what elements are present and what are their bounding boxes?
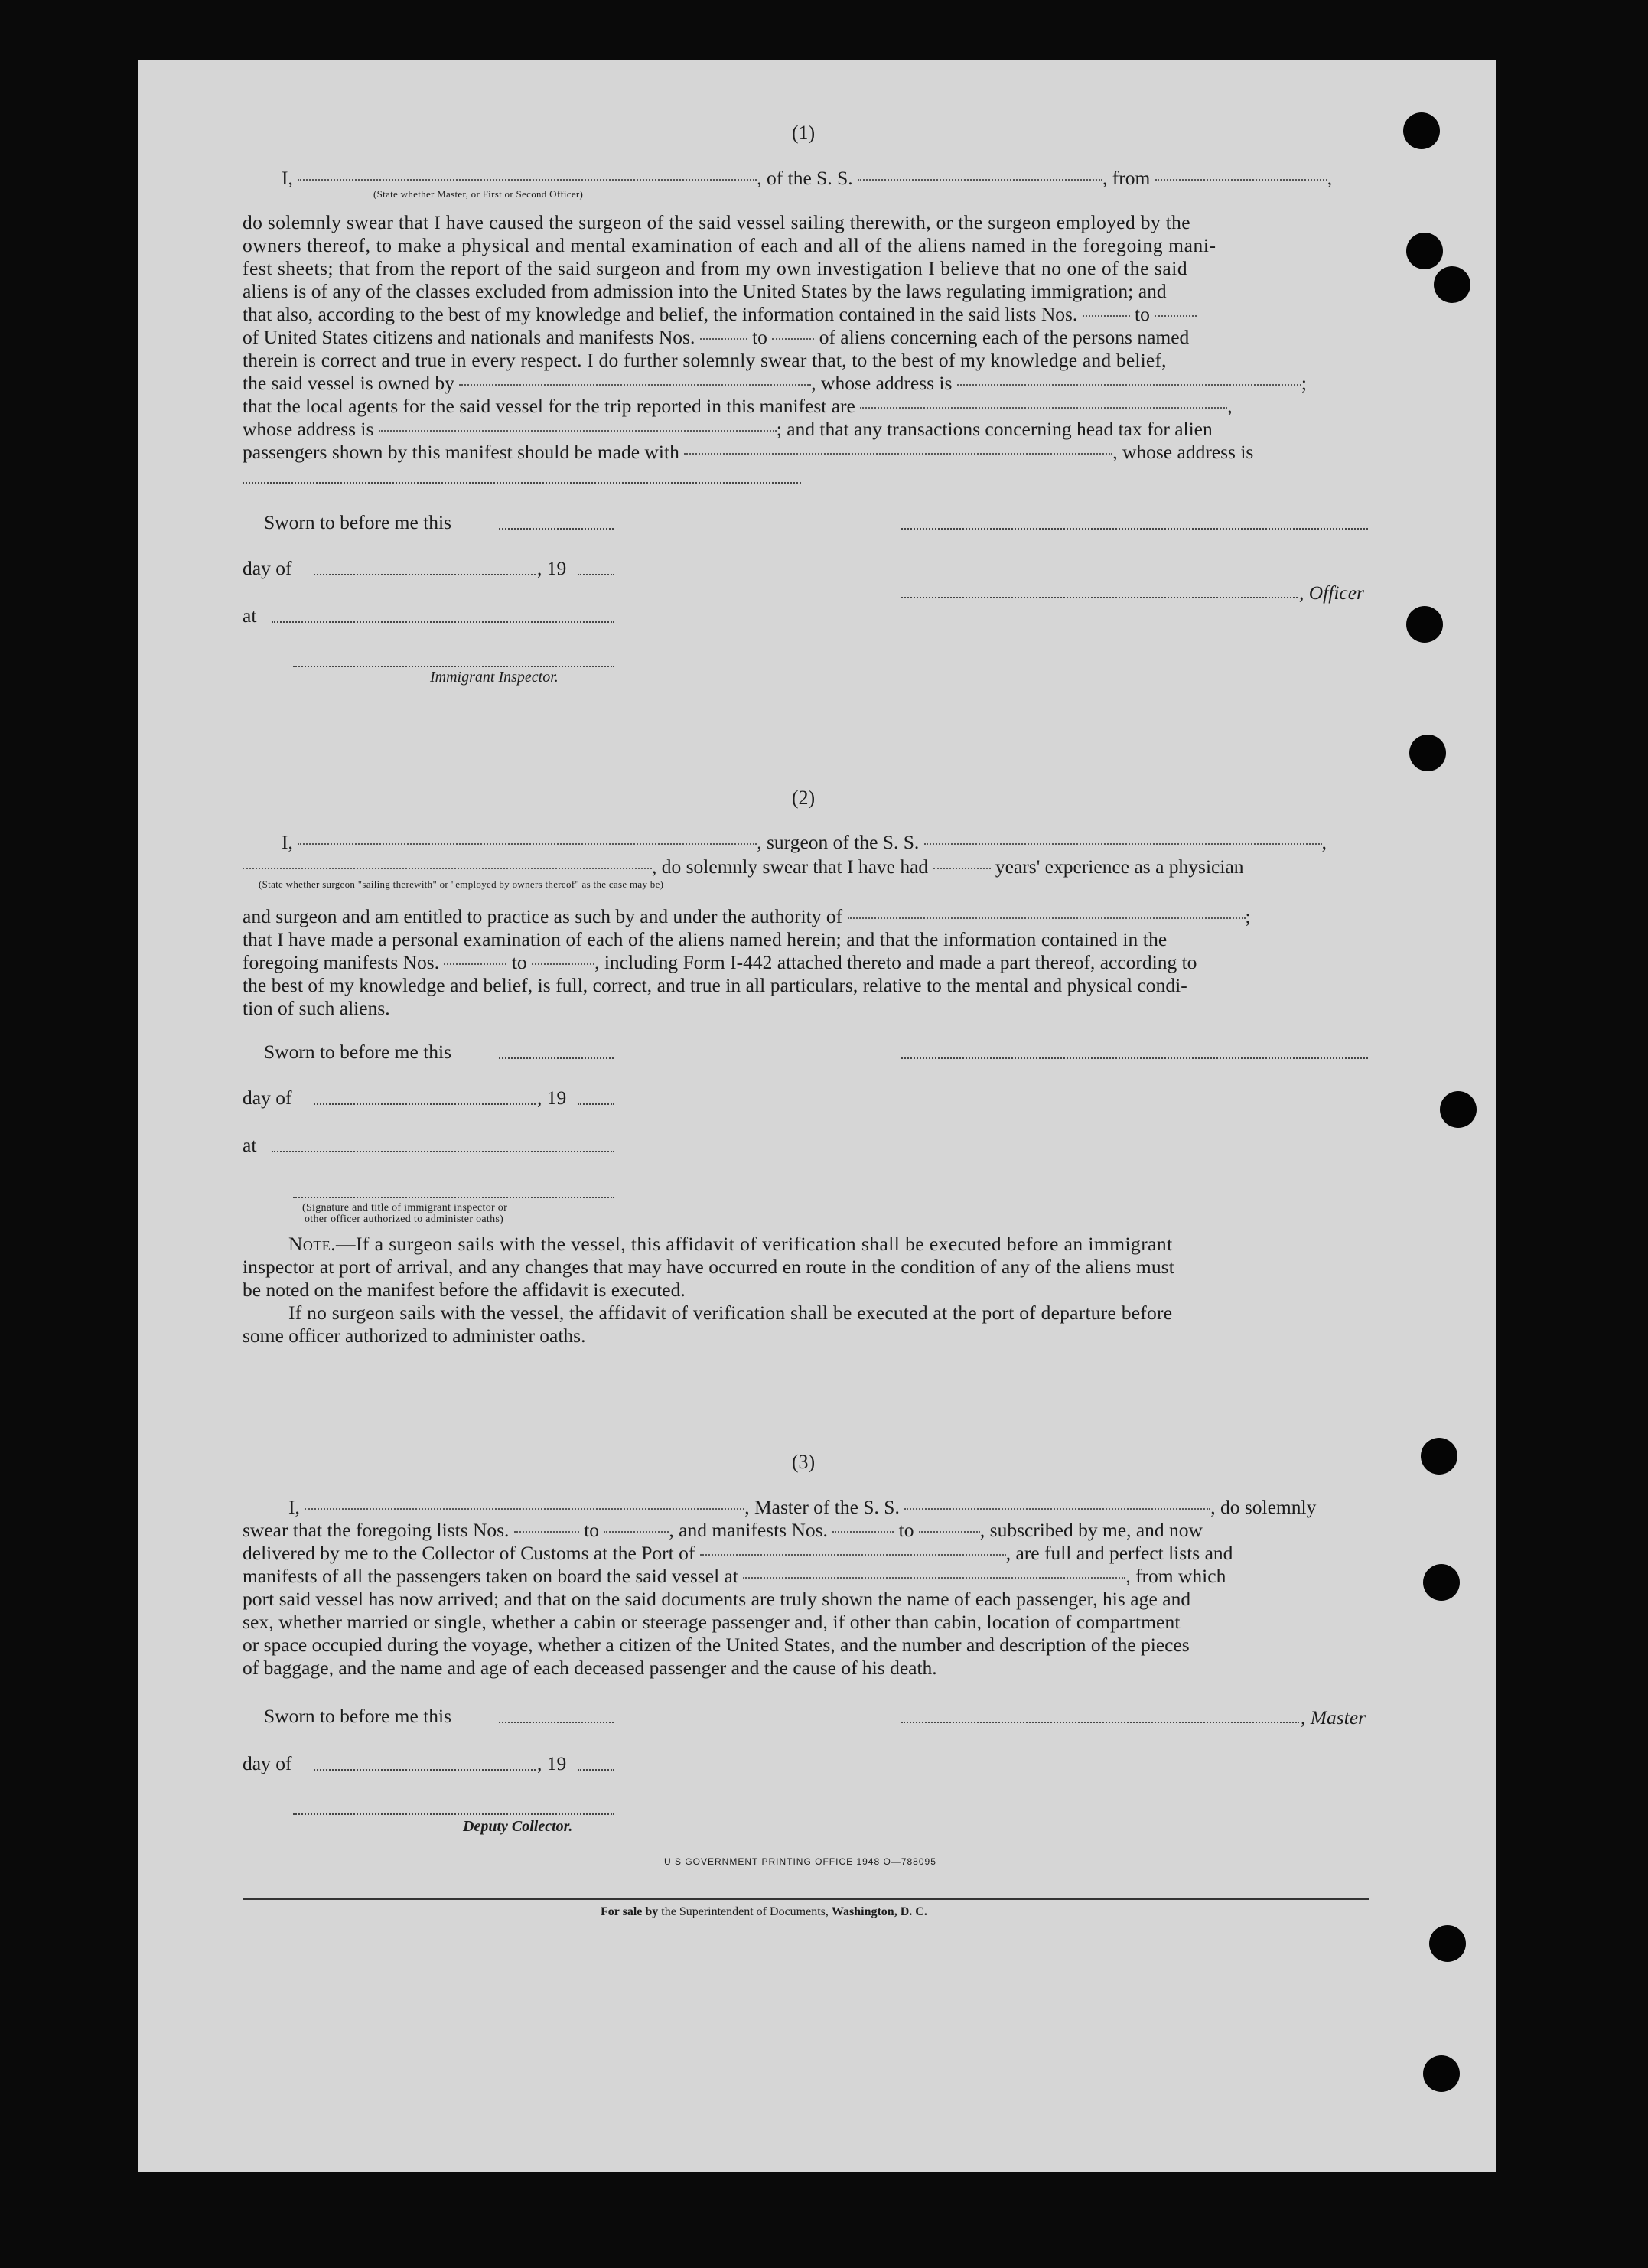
s3-lists-from-field[interactable] bbox=[514, 1531, 579, 1533]
section-2-oath-line: I, , surgeon of the S. S. , bbox=[282, 831, 1327, 853]
surgeon-name-field[interactable] bbox=[298, 843, 757, 845]
punch-hole bbox=[1429, 1925, 1466, 1962]
from-port-field[interactable] bbox=[1155, 179, 1327, 181]
surgeon-status-note: (State whether surgeon "sailing therewith" or "employed by owners thereof" as the case may be) bbox=[259, 878, 664, 890]
section-1-oath-line: I, , of the S. S. , from , bbox=[282, 167, 1333, 189]
day-of-label-1: day of bbox=[243, 557, 292, 579]
lists-from-field[interactable] bbox=[1083, 315, 1130, 317]
immigrant-inspector-label: Immigrant Inspector. bbox=[430, 669, 559, 686]
s2-manifests-to-field[interactable] bbox=[532, 963, 594, 965]
inspector-signature-line[interactable] bbox=[293, 666, 614, 667]
manifests-to-field[interactable] bbox=[772, 338, 814, 340]
sworn-label-1: Sworn to before me this bbox=[264, 511, 452, 533]
sale-notice: For sale by the Superintendent of Documents, Washington, D. C. bbox=[601, 1905, 927, 1918]
deputy-collector-label: Deputy Collector. bbox=[463, 1818, 573, 1835]
vessel-name-field[interactable] bbox=[858, 179, 1102, 181]
port-of-departure-field[interactable] bbox=[743, 1577, 1125, 1579]
section-1-heading: (1) bbox=[791, 122, 816, 144]
form-sheet bbox=[138, 60, 1496, 2172]
sworn-day-field-3[interactable] bbox=[499, 1722, 614, 1723]
surgeon-vessel-field[interactable] bbox=[924, 843, 1322, 845]
inspector-signature-line-2[interactable] bbox=[293, 1197, 614, 1198]
section-2-experience-line: , do solemnly swear that I have had years' experience as a physician bbox=[243, 855, 1474, 878]
at-label-2: at bbox=[243, 1134, 257, 1156]
officer-label: , Officer bbox=[1299, 582, 1364, 604]
section-1-body: do solemnly swear that I have caused the surgeon of the said vessel sailing therewith, or the surgeon employed by the owners thereof, to make a physical and mental examination of each and all of the aliens named in the foregoing mani- fest sheets; that from the report of the said surgeon and from my own investigation I believe that no one of the said aliens is of any of the classes excluded from admission into the United States by the laws regulating immigration; and that also, according to the best of my knowledge and belief, the information contained in the said lists Nos. to of United States citizens and nationals and manifests Nos. to of aliens concerning each of the persons named therein is correct and true in every respect. I do further solemnly swear that, to the best of my knowledge and belief, the said vessel is owned by , whose address is ; that the local agents for the said vessel for the trip reported in this manifest are , whose address is ; and that any transactions concerning head tax for alien passengers shown by this manifest should be made with , whose address is bbox=[243, 211, 1307, 463]
section-2-note: Note.—If a surgeon sails with the vessel, this affidavit of verification shall be executed before an immigrant inspector at port of arrival, and any changes that may have occurred en route in the condition of any of the aliens must be noted on the manifest before the affidavit is executed. If no surgeon sails with the vessel, the affidavit of verification shall be executed at the port of departure before some officer authorized to administer oaths. bbox=[243, 1233, 1174, 1347]
master-name-field[interactable] bbox=[305, 1508, 744, 1510]
head-tax-address-field[interactable] bbox=[243, 482, 801, 484]
master-signature-line[interactable] bbox=[901, 1722, 1299, 1723]
punch-hole bbox=[1409, 735, 1446, 771]
punch-hole bbox=[1406, 606, 1443, 643]
s3-lists-to-field[interactable] bbox=[604, 1531, 669, 1533]
punch-hole bbox=[1421, 1438, 1457, 1475]
footer-rule bbox=[243, 1898, 1369, 1900]
master-label: , Master bbox=[1301, 1706, 1366, 1729]
punch-hole bbox=[1423, 1564, 1460, 1601]
punch-hole bbox=[1434, 266, 1470, 303]
year-field-2[interactable] bbox=[578, 1103, 614, 1105]
section-3-body: I, , Master of the S. S. , do solemnly swear that the foregoing lists Nos. to , and manifests Nos. to , subscribed by me, and now delivered by me to the Collector of Customs at the Port of , are full and perfect lists and manifests of all the passengers taken on board the said vessel at , from which port said vessel has now arrived; and that on the said documents are truly shown the name of each passenger, his age and sex, whether married or single, whether a cabin or steerage passenger and, if other than cabin, location of compartment or space occupied during the voyage, whether a citizen of the United States, and the number and description of the pieces of baggage, and the name and age of each deceased passenger and the cause of his death. bbox=[243, 1496, 1317, 1679]
at-label-1: at bbox=[243, 604, 257, 627]
practice-authority-field[interactable] bbox=[848, 917, 1246, 919]
surgeon-signature-line[interactable] bbox=[901, 1057, 1368, 1059]
officer-name-field[interactable] bbox=[298, 179, 757, 181]
manifests-from-field[interactable] bbox=[700, 338, 747, 340]
month-field-3[interactable] bbox=[314, 1769, 536, 1771]
port-of-arrival-field[interactable] bbox=[700, 1554, 1006, 1556]
gpo-imprint: U S GOVERNMENT PRINTING OFFICE 1948 O—788095 bbox=[664, 1856, 936, 1867]
punch-hole bbox=[1423, 2055, 1460, 2092]
sworn-day-field-1[interactable] bbox=[499, 528, 614, 530]
officer-rank-note: (State whether Master, or First or Second Officer) bbox=[373, 188, 584, 200]
at-place-field-2[interactable] bbox=[272, 1151, 614, 1152]
year-label-3: , 19 bbox=[537, 1752, 567, 1774]
s3-manifests-to-field[interactable] bbox=[919, 1531, 980, 1533]
sworn-label-2: Sworn to before me this bbox=[264, 1041, 452, 1063]
day-of-label-2: day of bbox=[243, 1087, 292, 1109]
s2-manifests-from-field[interactable] bbox=[444, 963, 506, 965]
at-place-field-1[interactable] bbox=[272, 621, 614, 623]
year-field-3[interactable] bbox=[578, 1769, 614, 1771]
head-tax-contact-field[interactable] bbox=[684, 453, 1112, 455]
officer-signature-line[interactable] bbox=[901, 528, 1368, 530]
section-2-body: and surgeon and am entitled to practice as such by and under the authority of ; that I have made a personal examination of each of the aliens named herein; and that the information contained in the foregoing manifests Nos. to , including Form I-442 attached thereto and made a part thereof, according to the best of my knowledge and belief, is full, correct, and true in all particulars, relative to the mental and physical condi- tion of such aliens. bbox=[243, 905, 1251, 1019]
vessel-owner-field[interactable] bbox=[459, 384, 811, 386]
collector-signature-line[interactable] bbox=[293, 1813, 614, 1815]
owner-address-field[interactable] bbox=[957, 384, 1301, 386]
officer-title-line[interactable] bbox=[901, 597, 1298, 598]
s3-manifests-from-field[interactable] bbox=[832, 1531, 894, 1533]
section-2-heading: (2) bbox=[791, 787, 816, 809]
sworn-day-field-2[interactable] bbox=[499, 1057, 614, 1059]
master-vessel-field[interactable] bbox=[904, 1508, 1210, 1510]
year-field-1[interactable] bbox=[578, 574, 614, 575]
agents-address-field[interactable] bbox=[379, 430, 777, 432]
month-field-1[interactable] bbox=[314, 574, 536, 575]
local-agents-field[interactable] bbox=[860, 407, 1227, 409]
punch-hole bbox=[1403, 112, 1440, 149]
punch-hole bbox=[1440, 1091, 1477, 1128]
section-3-heading: (3) bbox=[791, 1451, 816, 1473]
surgeon-status-field[interactable] bbox=[243, 868, 652, 869]
year-label-1: , 19 bbox=[537, 557, 567, 579]
punch-hole bbox=[1406, 233, 1443, 269]
lists-to-field[interactable] bbox=[1155, 315, 1197, 317]
signature-note-line-2: other officer authorized to administer oaths) bbox=[305, 1214, 504, 1225]
years-experience-field[interactable] bbox=[933, 868, 991, 869]
day-of-label-3: day of bbox=[243, 1752, 292, 1774]
sworn-label-3: Sworn to before me this bbox=[264, 1705, 452, 1727]
signature-note-line-1: (Signature and title of immigrant inspector or bbox=[302, 1202, 508, 1214]
year-label-2: , 19 bbox=[537, 1087, 567, 1109]
month-field-2[interactable] bbox=[314, 1103, 536, 1105]
